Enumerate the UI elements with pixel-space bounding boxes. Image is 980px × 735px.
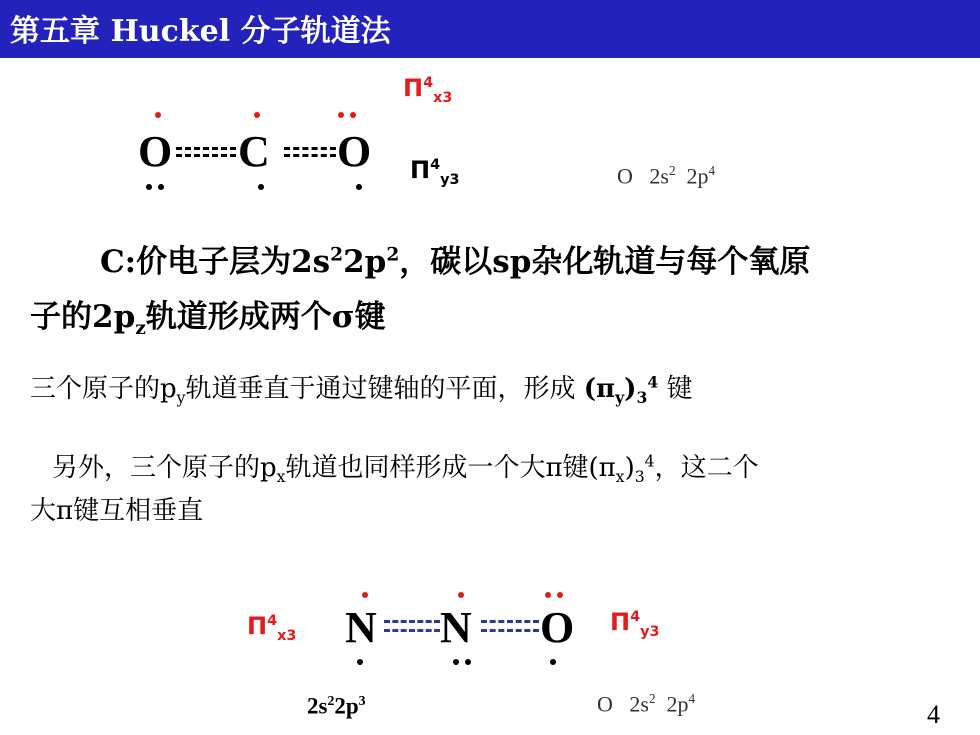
electron-dot: [362, 592, 368, 598]
config-s: 2s: [307, 693, 328, 719]
text-run: 轨道形成两个σ键: [145, 299, 386, 335]
bond-co: [284, 147, 336, 157]
electron-dot: [557, 592, 563, 598]
electron-dot: [350, 112, 356, 118]
pi-sup: 4: [430, 157, 441, 173]
paragraph-1-line-1: [100, 236, 810, 281]
pi-symbol: Π: [403, 74, 424, 102]
pi-symbol: Π: [610, 608, 631, 636]
pi-sub: x3: [433, 89, 453, 106]
atom-c: C: [238, 127, 270, 176]
pi-symbol: Π: [410, 156, 431, 184]
text-sub: z: [135, 318, 146, 340]
text-run: ，碳以sp杂化轨道与每个氧原: [399, 244, 811, 280]
text-sup: 2: [330, 244, 344, 266]
n-electron-config: [307, 693, 366, 720]
o-electron-config-2: [597, 691, 695, 717]
text-sub: 3: [636, 388, 648, 408]
text-run: 子的2p: [30, 299, 136, 335]
electron-dot: [465, 659, 471, 665]
co2-pi-x-label: [403, 74, 452, 106]
o-electron-config: [617, 163, 715, 189]
co2-pi-y-label: [410, 156, 460, 188]
electron-dot: [545, 592, 551, 598]
bond-no: [481, 620, 539, 632]
pi-sup: 4: [423, 75, 434, 91]
atom-o-left: O: [138, 127, 173, 176]
text-run: 另外，三个原子的p: [52, 453, 277, 483]
bond-oc: [176, 147, 236, 157]
config-p-exp: 4: [708, 163, 716, 178]
pi-sub: x3: [277, 627, 297, 644]
pi-sub: y3: [640, 623, 660, 640]
text-sub: x: [276, 468, 286, 487]
text-run: 大π键互相垂直: [30, 496, 204, 526]
electron-dot: [338, 112, 344, 118]
pi-sub: y3: [440, 171, 460, 188]
config-atom: O: [617, 163, 633, 189]
text-run: C:价电子层为2s: [100, 244, 331, 280]
paragraph-3-line-2: [30, 490, 203, 527]
text-run: ): [624, 374, 637, 404]
config-s-exp: 2: [327, 693, 335, 708]
text-run: 轨道也同样形成一个大π键(π: [285, 453, 616, 483]
config-s-exp: 2: [648, 691, 656, 706]
paragraph-3-line-1: [52, 447, 759, 486]
text-run: 三个原子的p: [30, 374, 177, 404]
paragraph-2: [30, 368, 692, 407]
config-s: 2s: [649, 163, 669, 189]
text-sub: 3: [634, 468, 645, 487]
text-run: 键: [658, 374, 693, 404]
pi-sup: 4: [630, 609, 641, 625]
text-run: 2p: [343, 244, 387, 280]
n2o-pi-x-label: [247, 612, 296, 644]
electron-dot: [458, 592, 464, 598]
slide-title: 第五章 Huckel 分子轨道法: [10, 14, 391, 49]
page-number: 4: [927, 700, 940, 729]
electron-dot: [146, 184, 152, 190]
electron-dot: [453, 659, 459, 665]
config-p-exp: 4: [688, 691, 696, 706]
pi-sup: 4: [267, 613, 278, 629]
electron-dot: [550, 659, 556, 665]
atom-o-right: O: [337, 127, 372, 176]
text-sup: 2: [386, 244, 400, 266]
config-p: 2p: [686, 163, 709, 189]
text-sup: 4: [644, 452, 655, 471]
config-s: 2s: [629, 691, 649, 717]
slide-header: [0, 0, 980, 58]
electron-dot: [356, 184, 362, 190]
pi-symbol: Π: [247, 612, 268, 640]
text-sub: y: [615, 388, 625, 408]
config-s-exp: 2: [668, 163, 676, 178]
electron-dot: [357, 659, 363, 665]
text-run: 轨道垂直于通过键轴的平面，形成: [185, 374, 576, 404]
config-p: 2p: [334, 693, 359, 719]
config-p-exp: 3: [358, 693, 366, 708]
atom-o: O: [540, 603, 575, 652]
text-run: (π: [583, 374, 616, 404]
text-run: ，这二个: [654, 453, 759, 483]
electron-dot: [254, 112, 260, 118]
atom-n-right: N: [440, 603, 472, 652]
electron-dot: [155, 112, 161, 118]
electron-dot: [258, 184, 264, 190]
electron-dot: [158, 184, 164, 190]
text-run: ): [624, 453, 635, 483]
config-p: 2p: [666, 691, 689, 717]
n2o-pi-y-label: [610, 608, 660, 640]
text-sub: y: [176, 389, 186, 408]
paragraph-1-line-2: [30, 291, 386, 339]
text-sub: x: [615, 468, 625, 487]
bond-nn: [384, 620, 440, 632]
config-atom: O: [597, 691, 613, 717]
text-sup: 4: [647, 372, 659, 392]
atom-n-left: N: [345, 603, 377, 652]
